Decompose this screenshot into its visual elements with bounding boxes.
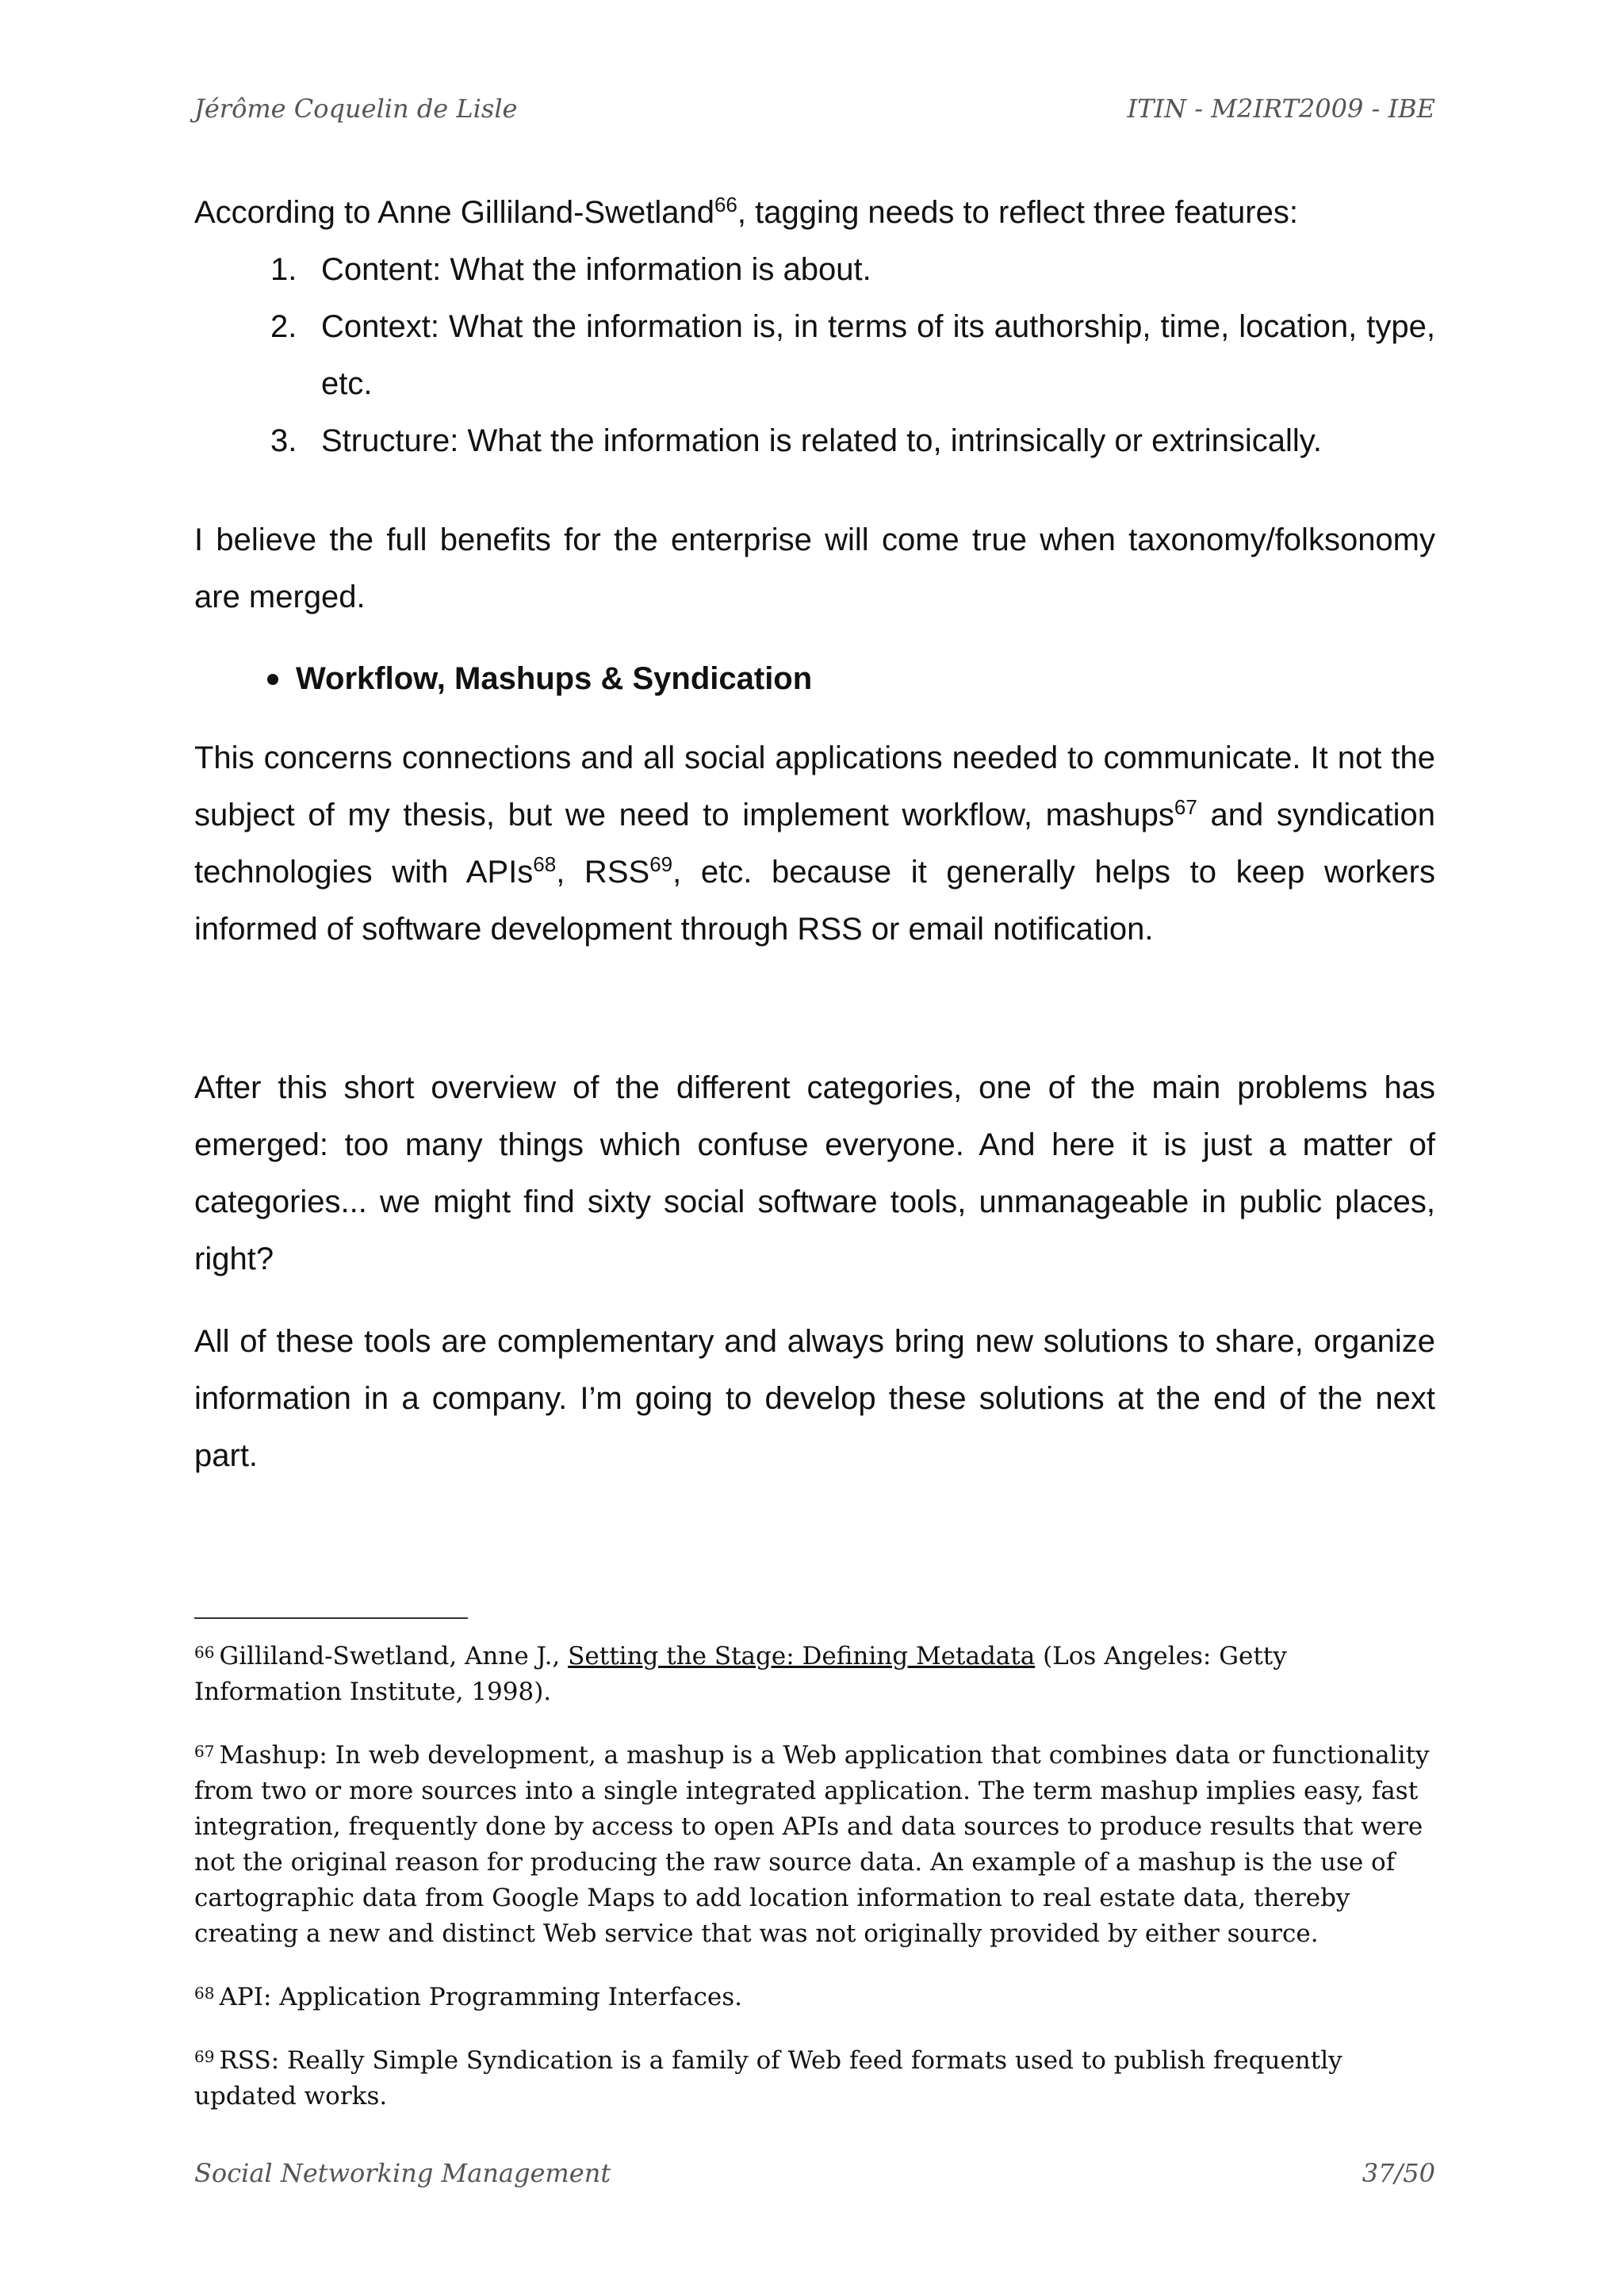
footnote-number: 68 (194, 1984, 215, 2003)
workflow-text-3: , RSS (556, 855, 650, 890)
workflow-paragraph (194, 729, 1435, 958)
footnote-text: Gilliland-Swetland, Anne J., (219, 1642, 569, 1670)
footnote-ref-66[interactable]: 66 (714, 193, 737, 216)
footnote-number: 69 (194, 2047, 215, 2066)
intro-paragraph (194, 184, 1435, 241)
list-number: 3. (270, 423, 297, 458)
list-number: 1. (270, 252, 297, 287)
metadata-link[interactable]: Setting the Stage: Defining Metadata (568, 1642, 1036, 1670)
footnote-text: Mashup: In web development, a mashup is a Web application that combines data or functionality from two or more sources into a single integrated application. The term mashup implies easy, fast integration, frequently done by access to open APIs and data sources to produce results that were not the original reason for producing the raw source data. An example of a mashup is the use of cartographic data from Google Maps to add location information to real estate data, thereby creating a new and distinct Web service that was not originally provided by either source. (194, 1741, 1430, 1948)
section-block (194, 650, 1435, 707)
features-list (194, 241, 1435, 469)
list-number: 2. (270, 309, 297, 344)
intro-tail: , tagging needs to reflect three features: (737, 195, 1298, 230)
footnote-67 (194, 1734, 1435, 1952)
list-item (194, 241, 1435, 298)
list-text: Content: What the information is about. (321, 252, 871, 287)
overview-block (194, 1059, 1435, 1288)
header-course: ITIN - M2IRT2009 - IBE (1127, 94, 1435, 124)
tools-block (194, 1313, 1435, 1484)
workflow-text-1: This concerns connections and all social applications needed to communicate. It not the subject of my thesis, but we need to implement workflow, mashups (194, 740, 1435, 832)
section-heading-text: Workflow, Mashups & Syndication (296, 661, 813, 696)
page-number: 37/50 (1362, 2158, 1435, 2188)
running-header (194, 94, 1435, 124)
footnote-ref-67[interactable]: 67 (1174, 795, 1197, 819)
footnote-text: (Los Angeles: Getty Information Institute, 1998). (194, 1642, 1287, 1706)
footer-title: Social Networking Management (194, 2158, 611, 2188)
footnote-68 (194, 1976, 1435, 2015)
footnote-divider (194, 1617, 468, 1619)
footnote-69 (194, 2039, 1435, 2114)
tools-paragraph: All of these tools are complementary and always bring new solutions to share, organize information in a company. I’m going to develop these solutions at the end of the next part. (194, 1324, 1435, 1473)
footnote-ref-68[interactable]: 68 (533, 852, 557, 876)
belief-block (194, 511, 1435, 626)
footnote-text: API: Application Programming Interfaces. (219, 1983, 742, 2011)
workflow-block (194, 729, 1435, 958)
belief-paragraph: I believe the full benefits for the enterprise will come true when taxonomy/folksonomy are merged. (194, 522, 1435, 614)
overview-paragraph: After this short overview of the different categories, one of the main problems has emerged: too many things which confuse everyone. And here it is just a matter of categories... we might find sixty social software tools, unmanageable in public places, right? (194, 1070, 1435, 1276)
footnotes (194, 1635, 1435, 2138)
header-author: Jérôme Coquelin de Lisle (194, 94, 518, 124)
footnote-text: RSS: Really Simple Syndication is a family of Web feed formats used to publish frequently updated works. (194, 2046, 1342, 2110)
list-item (194, 298, 1435, 412)
section-heading (194, 650, 1435, 707)
footnote-ref-69[interactable]: 69 (649, 852, 673, 876)
workflow-text-4: , etc. because it generally helps to keep workers informed of software development through RSS or email notification. (194, 855, 1436, 947)
list-text: Structure: What the information is related to, intrinsically or extrinsically. (321, 423, 1322, 458)
bullet-icon (267, 674, 278, 685)
footnote-66 (194, 1635, 1435, 1710)
list-item (194, 412, 1435, 469)
body-block-top (194, 184, 1435, 469)
footnote-number: 67 (194, 1742, 215, 1761)
list-text: Context: What the information is, in terms of its authorship, time, location, type, etc. (321, 309, 1435, 401)
running-footer (194, 2158, 1435, 2188)
intro-lead: According to Anne Gilliland-Swetland (194, 195, 714, 230)
footnote-number: 66 (194, 1643, 215, 1662)
workflow-text-2: and syndication technologies with APIs (194, 798, 1435, 890)
